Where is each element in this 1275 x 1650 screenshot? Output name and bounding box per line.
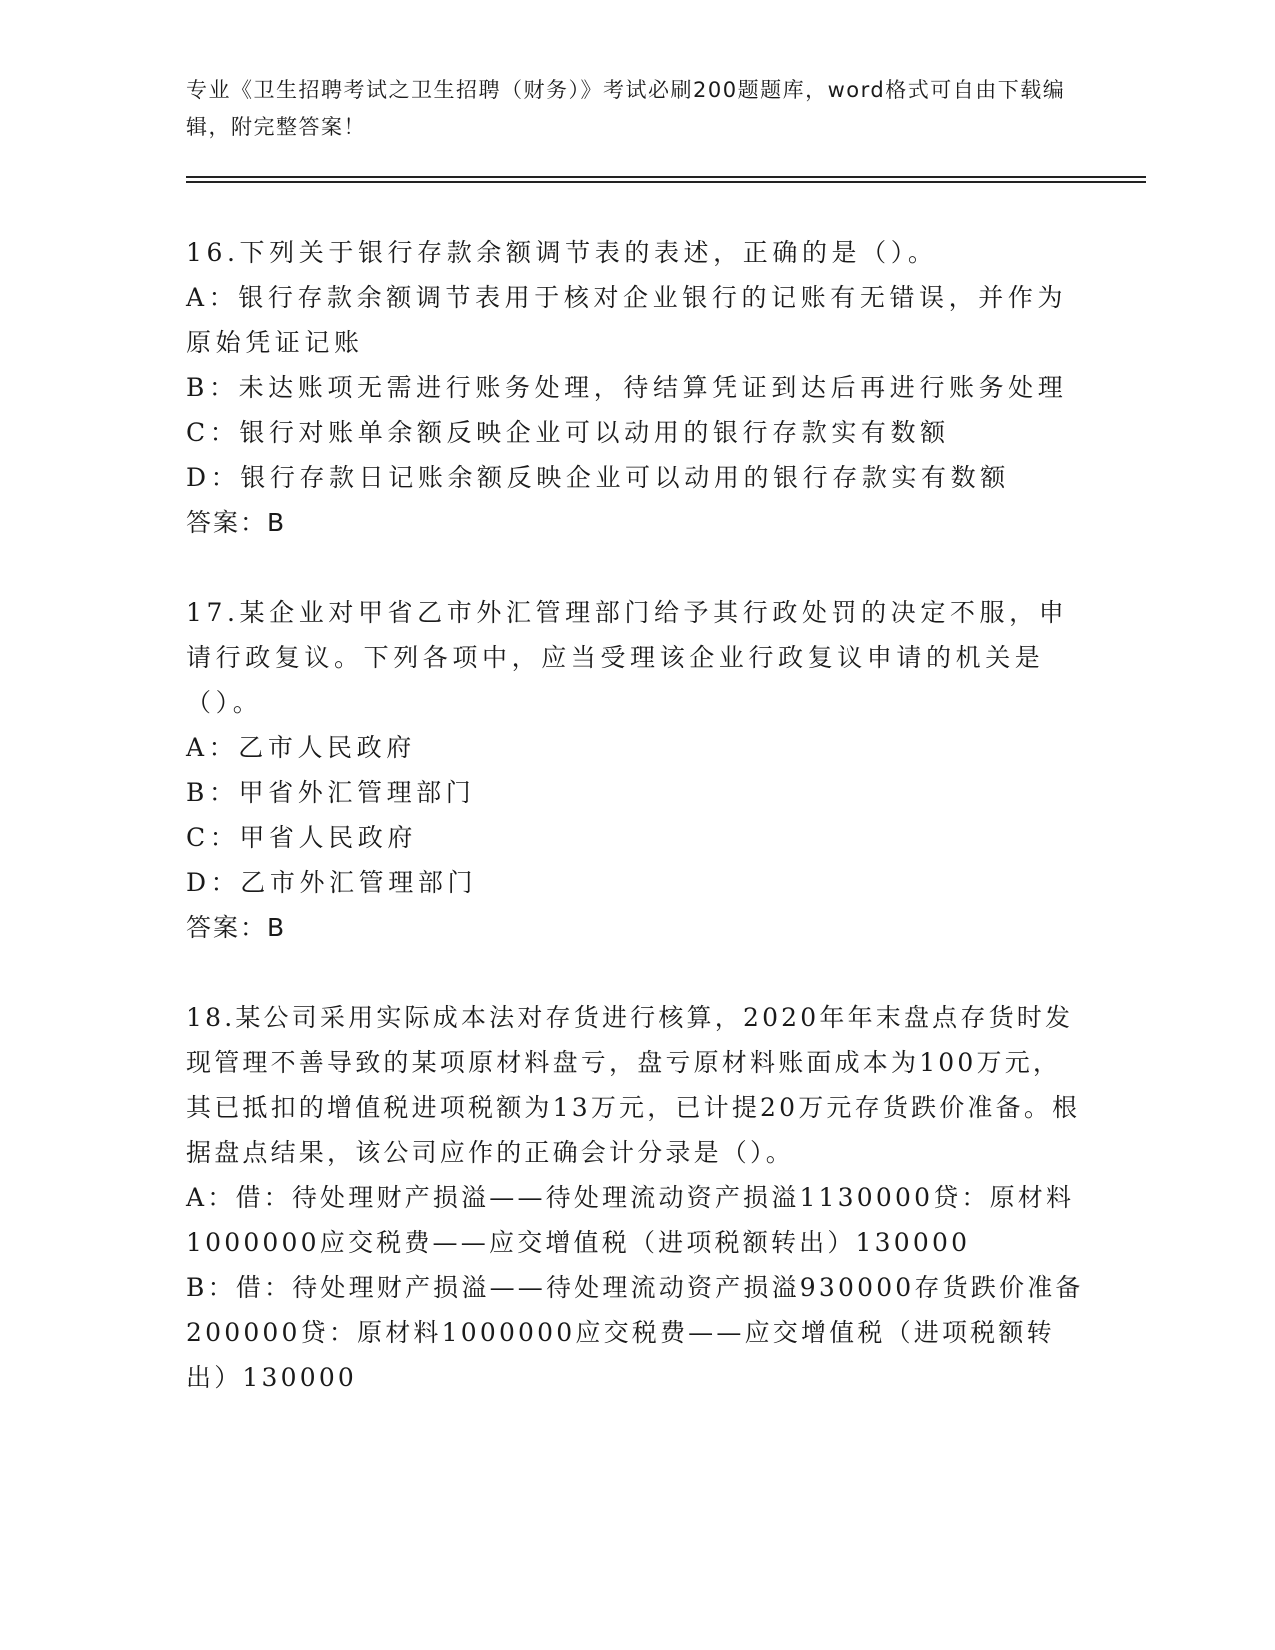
question-17 xyxy=(186,590,1086,951)
option-b: B：未达账项无需进行账务处理，待结算凭证到达后再进行账务处理 xyxy=(186,373,1068,402)
question-stem: 16.下列关于银行存款余额调节表的表述，正确的是（）。 xyxy=(186,238,938,267)
option-d: D：乙市外汇管理部门 xyxy=(186,868,478,897)
answer: 答案：B xyxy=(186,913,287,942)
question-16 xyxy=(186,230,1086,546)
option-a: A：银行存款余额调节表用于核对企业银行的记账有无错误，并作为原始凭证记账 xyxy=(186,283,1068,357)
document-header: 专业《卫生招聘考试之卫生招聘（财务）》考试必刷200题题库，word格式可自由下载编辑，附完整答案！ xyxy=(186,78,1066,139)
question-stem: 17.某企业对甲省乙市外汇管理部门给予其行政处罚的决定不服，申请行政复议。下列各项中，应当受理该企业行政复议申请的机关是（）。 xyxy=(186,598,1069,717)
header-divider-bottom xyxy=(186,181,1146,183)
option-a: A：借：待处理财产损溢——待处理流动资产损溢1130000贷：原材料1000000应交税费——应交增值税（进项税额转出）130000 xyxy=(186,1183,1075,1257)
question-list xyxy=(186,230,1086,1444)
option-b: B：借：待处理财产损溢——待处理流动资产损溢930000存货跌价准备200000贷：原材料1000000应交税费——应交增值税（进项税额转出）130000 xyxy=(186,1273,1084,1392)
question-stem: 18.某公司采用实际成本法对存货进行核算，2020年年末盘点存货时发现管理不善导致的某项原材料盘亏，盘亏原材料账面成本为100万元，其已抵扣的增值税进项税额为13万元，已计提20万元存货跌价准备。根据盘点结果，该公司应作的正确会计分录是（）。 xyxy=(186,1003,1081,1167)
option-d: D：银行存款日记账余额反映企业可以动用的银行存款实有数额 xyxy=(186,463,1010,492)
question-18 xyxy=(186,995,1086,1400)
option-a: A：乙市人民政府 xyxy=(186,733,416,762)
answer: 答案：B xyxy=(186,508,287,537)
header-divider-top xyxy=(186,176,1146,178)
option-c: C：银行对账单余额反映企业可以动用的银行存款实有数额 xyxy=(186,418,950,447)
option-c: C：甲省人民政府 xyxy=(186,823,417,852)
option-b: B：甲省外汇管理部门 xyxy=(186,778,476,807)
